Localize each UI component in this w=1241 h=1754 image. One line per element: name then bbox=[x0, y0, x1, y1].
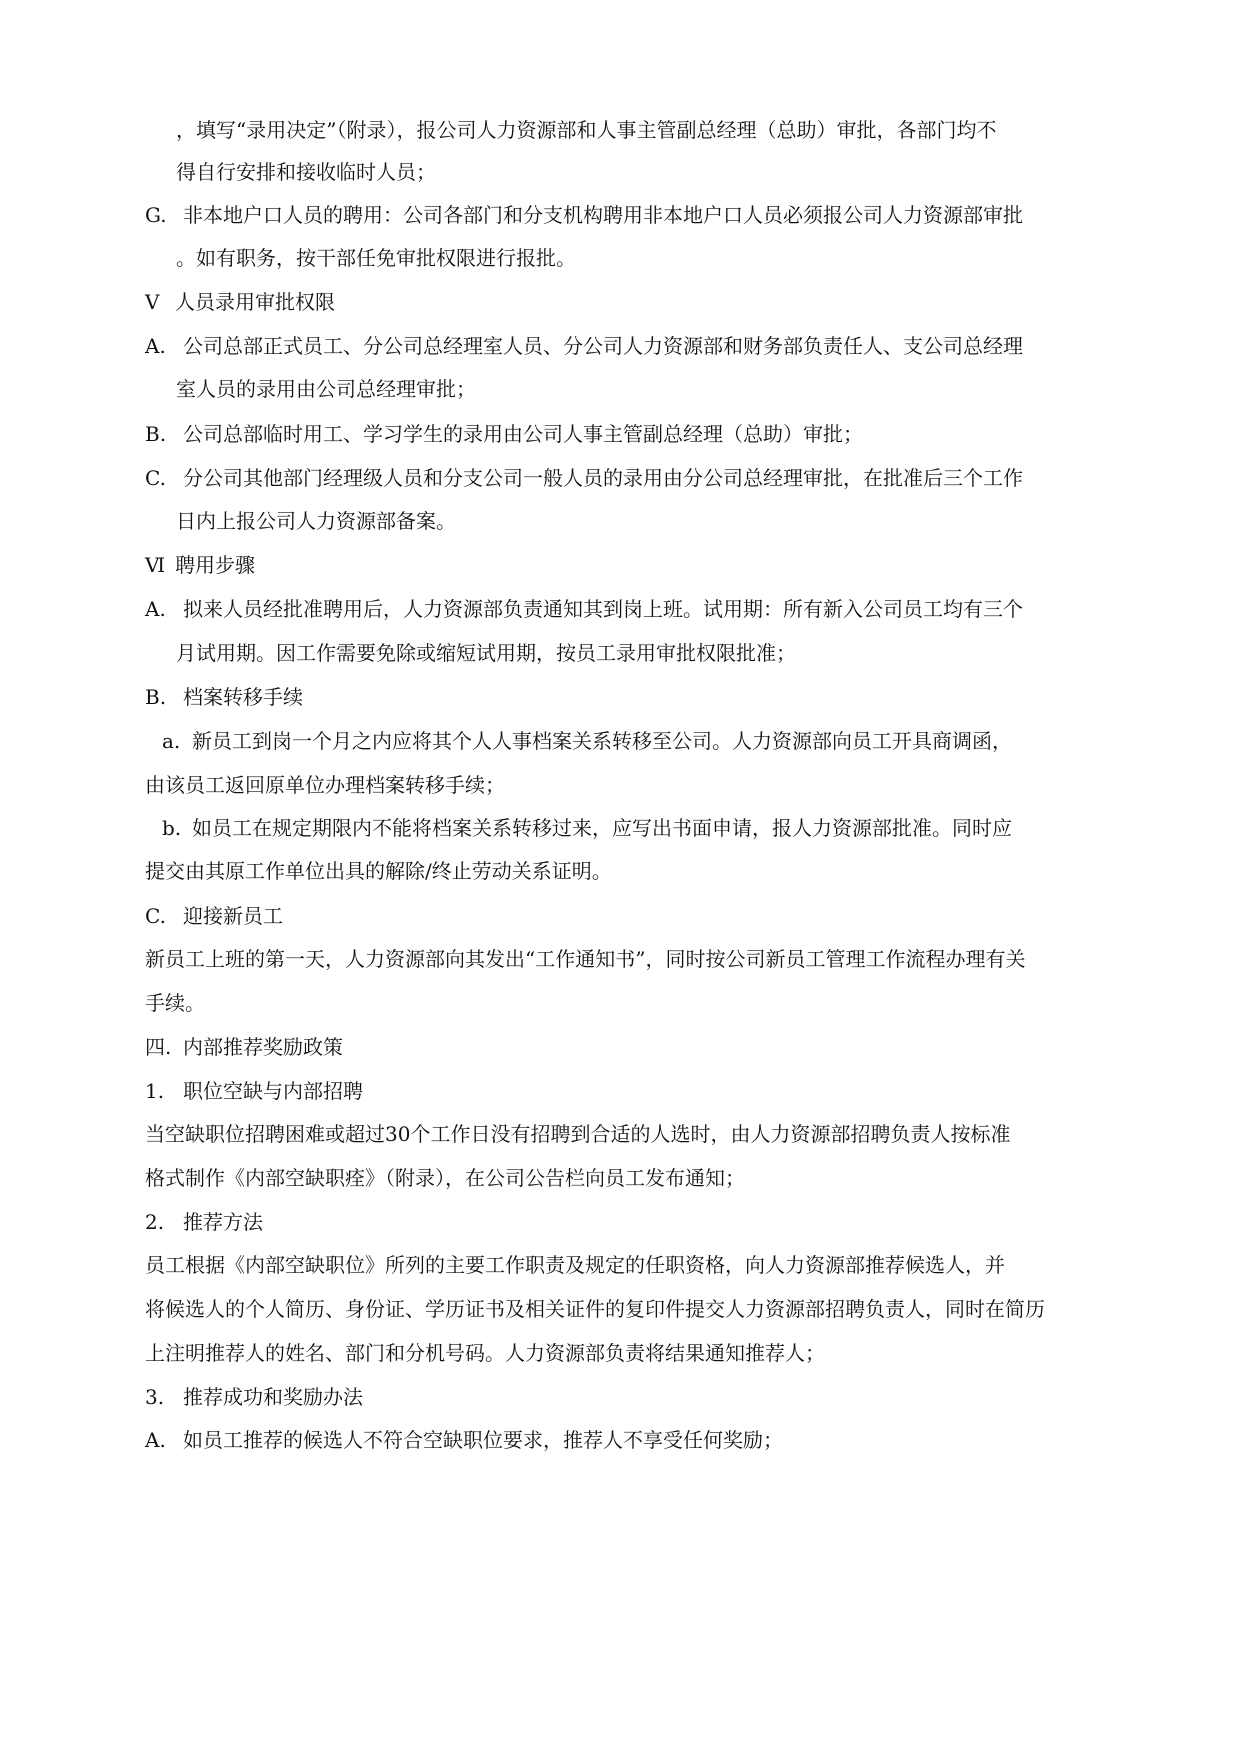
paragraph-line: 当空缺职位招聘困难或超过30个工作日没有招聘到合适的人选时，由人力资源部招聘负责人按标准 bbox=[145, 1122, 1011, 1146]
paragraph-line: 格式制作《内部空缺职痊》（附录），在公司公告栏向员工发布通知； bbox=[145, 1166, 745, 1190]
paragraph-line: 新员工上班的第一天，人力资源部向其发出“工作通知书”，同时按公司新员工管理工作流程办理有关 bbox=[145, 947, 1026, 971]
numbered-heading-3: 3. 推荐成功和奖励办法 bbox=[145, 1385, 363, 1409]
section-heading-vi: Ⅵ 聘用步骤 bbox=[145, 553, 255, 577]
paragraph-line: 室人员的录用由公司总经理审批； bbox=[176, 377, 476, 401]
paragraph-line: 月试用期。因工作需要免除或缩短试用期，按员工录用审批权限批准； bbox=[176, 641, 796, 665]
list-item-a: A. 公司总部正式员工、分公司总经理室人员、分公司人力资源部和财务部负责任人、支公司总经理 bbox=[145, 334, 1023, 358]
numbered-heading-2: 2. 推荐方法 bbox=[145, 1210, 263, 1234]
paragraph-line: 。如有职务，按干部任免审批权限进行报批。 bbox=[176, 246, 576, 270]
section-heading-v: V 人员录用审批权限 bbox=[145, 290, 335, 314]
list-item-b: B. 档案转移手续 bbox=[145, 685, 303, 709]
paragraph-line: 日内上报公司人力资源部备案。 bbox=[176, 509, 456, 533]
paragraph-line: 得自行安排和接收临时人员； bbox=[176, 160, 436, 184]
paragraph-line: 上注明推荐人的姓名、部门和分机号码。人力资源部负责将结果通知推荐人； bbox=[145, 1341, 825, 1365]
paragraph-line: ，填写“录用决定”（附录），报公司人力资源部和人事主管副总经理（总助）审批，各部门均不 bbox=[176, 118, 997, 142]
list-item-g: G. 非本地户口人员的聘用：公司各部门和分支机构聘用非本地户口人员必须报公司人力资源部审批 bbox=[145, 203, 1023, 227]
paragraph-line: 手续。 bbox=[145, 991, 205, 1015]
sub-item-a: a. 新员工到岗一个月之内应将其个人人事档案关系转移至公司。人力资源部向员工开具商调函， bbox=[162, 729, 1012, 753]
sub-item-b: b. 如员工在规定期限内不能将档案关系转移过来，应写出书面申请，报人力资源部批准。同时应 bbox=[162, 816, 1012, 840]
paragraph-line: 将候选人的个人简历、身份证、学历证书及相关证件的复印件提交人力资源部招聘负责人，同时在简历 bbox=[145, 1297, 1045, 1321]
list-item-c: C. 分公司其他部门经理级人员和分支公司一般人员的录用由分公司总经理审批，在批准后三个工作 bbox=[145, 466, 1023, 490]
list-item-a: A. 拟来人员经批准聘用后，人力资源部负责通知其到岗上班。试用期：所有新入公司员工均有三个 bbox=[145, 597, 1023, 621]
list-item-a: A. 如员工推荐的候选人不符合空缺职位要求，推荐人不享受任何奖励； bbox=[145, 1428, 783, 1452]
list-item-b: B. 公司总部临时用工、学习学生的录用由公司人事主管副总经理（总助）审批； bbox=[145, 422, 863, 446]
list-item-c: C. 迎接新员工 bbox=[145, 904, 283, 928]
paragraph-line: 提交由其原工作单位出具的解除/终止劳动关系证明。 bbox=[145, 859, 612, 883]
paragraph-line: 员工根据《内部空缺职位》所列的主要工作职责及规定的任职资格，向人力资源部推荐候选人，并 bbox=[145, 1253, 1005, 1277]
section-heading-four: 四. 内部推荐奖励政策 bbox=[145, 1035, 343, 1059]
paragraph-line: 由该员工返回原单位办理档案转移手续； bbox=[145, 773, 505, 797]
numbered-heading-1: 1. 职位空缺与内部招聘 bbox=[145, 1079, 363, 1103]
